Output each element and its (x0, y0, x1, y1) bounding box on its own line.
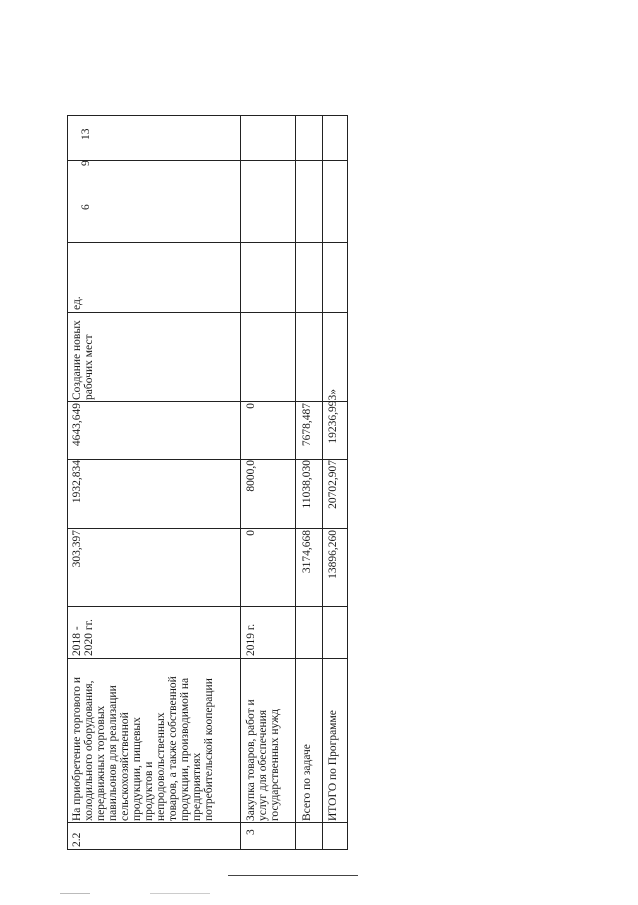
col-divider (68, 312, 347, 313)
unit-cell: ед. (71, 296, 83, 310)
col-divider (68, 658, 347, 659)
row-number: 2.2 (71, 832, 83, 847)
row-value-1: 0 (245, 530, 257, 536)
total-task-value-1: 3174,668 (301, 530, 313, 574)
col-divider (68, 401, 347, 402)
row-period: 2019 г. (245, 623, 257, 656)
total-program-value-2: 20702,907 (327, 460, 339, 509)
total-task-value-2: 11038,030 (301, 460, 313, 509)
header-col-6: 6 (80, 204, 92, 210)
row-value-2: 8000,0 (245, 460, 257, 492)
row-divider (322, 116, 323, 849)
row-value-3: 0 (245, 403, 257, 409)
row-value-1: 303,397 (71, 530, 83, 568)
total-program-value-3: 19236,993» (327, 389, 339, 444)
col-divider (68, 160, 347, 161)
row-name: Закупка товаров, работ и услуг для обеспечения государственных нужд (245, 699, 281, 821)
row-number: 3 (245, 829, 257, 835)
num-col-divider (68, 822, 347, 823)
scan-artifact (60, 893, 90, 894)
col-divider (68, 606, 347, 607)
total-program-value-1: 13896,260 (327, 530, 339, 579)
total-task-value-3: 7678,487 (301, 403, 313, 447)
header-col-9: 9 (80, 160, 92, 166)
col-divider (68, 242, 347, 243)
header-col-13: 13 (80, 128, 92, 140)
row-value-2: 1932,834 (71, 460, 83, 504)
total-task-label: Всего по задаче (301, 744, 313, 821)
indicator-cell: Создание новых рабочих мест (71, 320, 95, 400)
row-name: На приобретение торгового и холодильного оборудования, передвижных торговых павильонов для реализации сельскохозяйственной продукции, пищевых продуктов и непродовольственных товаров, а также собственной продукции, производимой на предприятиях потребительской кооперации (71, 676, 215, 821)
row-divider (240, 116, 241, 849)
row-divider (295, 116, 296, 849)
scan-artifact (150, 893, 210, 894)
row-period: 2018 - 2020 гг. (71, 619, 95, 656)
row-value-3: 4643,649 (71, 403, 83, 447)
program-table (67, 115, 348, 850)
scan-artifact (228, 875, 358, 876)
total-program-label: ИТОГО по Программе (327, 710, 339, 821)
col-divider (68, 528, 347, 529)
